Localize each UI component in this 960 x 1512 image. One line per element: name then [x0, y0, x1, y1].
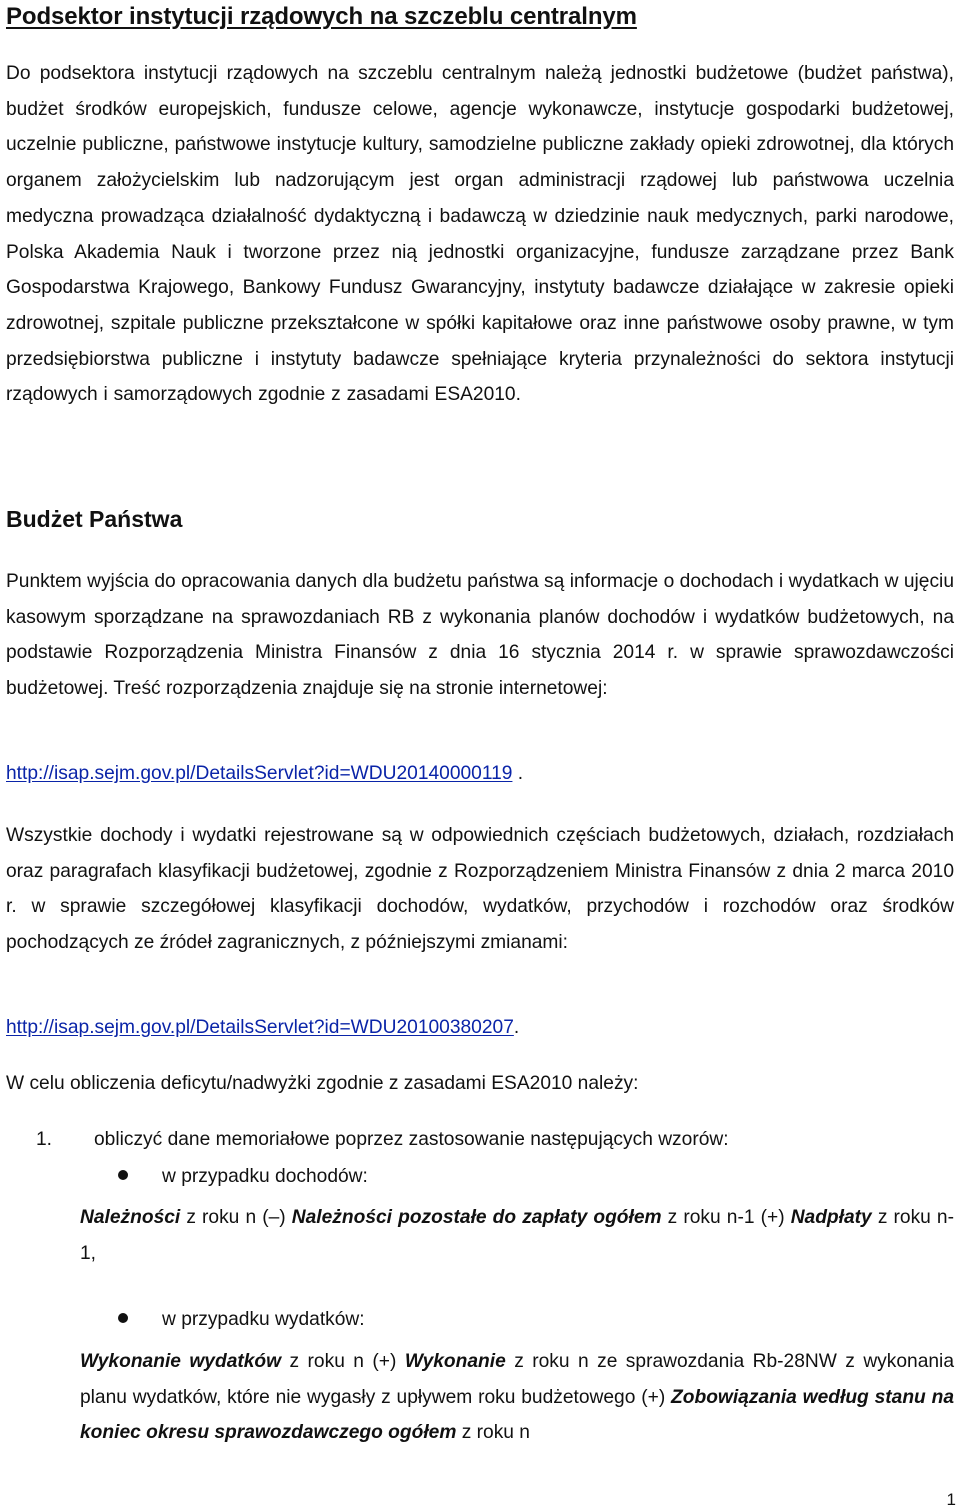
formula-term: Należności pozostałe do zapłaty ogółem	[291, 1207, 662, 1228]
formula-text: z roku n-1,	[80, 1207, 954, 1264]
bullet-icon	[118, 1313, 128, 1323]
budget-paragraph: Punktem wyjścia do opracowania danych dla budżetu państwa są informacje o dochodach i wydatkach w ujęciu kasowym sporządzane na sprawozdaniach RB z wykonania planów dochodów i wydatków budżetowych, na podstawie Rozporządzenia Ministra Finansów z dnia 16 stycznia 2014 r. w sprawie sprawozdawczości budżetowej. Treść rozporządzenia znajduje się na stronie internetowej:	[6, 571, 954, 700]
formula-term: Nadpłaty	[790, 1207, 872, 1228]
bullet-income	[118, 1166, 368, 1188]
section-heading: Budżet Państwa	[6, 506, 183, 532]
formula-text: z roku n-1 (+)	[661, 1207, 791, 1228]
bullet-expenses	[118, 1309, 365, 1331]
formula-term: Wykonanie	[404, 1351, 506, 1372]
deficit-intro: W celu obliczenia deficytu/nadwyżki zgodnie z zasadami ESA2010 należy:	[6, 1073, 639, 1094]
list-item-text: obliczyć dane memoriałowe poprzez zastosowanie następujących wzorów:	[94, 1129, 729, 1150]
intro-paragraph: Do podsektora instytucji rządowych na szczeblu centralnym należą jednostki budżetowe (budżet państwa), budżet środków europejskich, fundusze celowe, agencje wykonawcze, instytucje gospodarki budżetowej, uczelnie publiczne, państwowe instytucje kultury, samodzielne publiczne zakłady opieki zdrowotnej, dla których organem założycielskim lub nadzorującym jest organ administracji rządowej lub państwowa uczelnia medyczna prowadząca działalność dydaktyczną i badawczą w dziedzinie nauk medycznych, parki narodowe, Polska Akademia Nauk i tworzone przez nią jednostki organizacyjne, fundusze zarządzane przez Bank Gospodarstwa Krajowego, Bankowy Fundusz Gwarancyjny, instytuty badawcze działające w zakresie opieki zdrowotnej, szpitale publiczne przekształcone w spółki kapitałowe oraz inne państwowe osoby prawne, w tym przedsiębiorstwa publiczne i instytuty badawcze spełniające kryteria przynależności do sektora instytucji rządowych i samorządowych zgodnie z zasadami ESA2010.	[6, 63, 954, 406]
income-formula	[80, 1200, 954, 1271]
formula-term: Należności	[80, 1207, 181, 1228]
regulation-link-2010[interactable]: http://isap.sejm.gov.pl/DetailsServlet?id=WDU20100380207	[6, 1017, 514, 1038]
link-line-1	[6, 763, 523, 785]
regulation-link-2014[interactable]: http://isap.sejm.gov.pl/DetailsServlet?id=WDU20140000119	[6, 763, 513, 784]
formula-text: z roku n ze sprawozdania Rb-28NW z wykonania planu wydatków, które nie wygasły z upływem roku budżetowego (+)	[80, 1351, 954, 1408]
formula-term: Wykonanie wydatków	[80, 1351, 282, 1372]
formula-text: z roku n	[456, 1422, 530, 1444]
bullet-icon	[118, 1170, 128, 1180]
formula-text: z roku n (+)	[281, 1351, 405, 1372]
list-number: 1.	[36, 1129, 53, 1150]
page-title: Podsektor instytucji rządowych na szczeblu centralnym	[6, 3, 637, 30]
page-number: 1	[946, 1490, 956, 1509]
classification-paragraph: Wszystkie dochody i wydatki rejestrowane są w odpowiednich częściach budżetowych, działach, rozdziałach oraz paragrafach klasyfikacji budżetowej, zgodnie z Rozporządzeniem Ministra Finansów z dnia 2 marca 2010 r. w sprawie szczegółowej klasyfikacji dochodów, wydatków, przychodów i rozchodów oraz środków pochodzących ze źródeł zagranicznych, z późniejszymi zmianami:	[6, 825, 954, 954]
formula-text: z roku n (–)	[180, 1207, 292, 1228]
bullet-income-text: w przypadku dochodów:	[162, 1166, 368, 1187]
expenses-formula	[80, 1344, 954, 1451]
link-line-2	[6, 1017, 519, 1039]
link-1-suffix: .	[512, 763, 524, 784]
numbered-list-item	[36, 1129, 729, 1151]
link-2-suffix: .	[513, 1017, 520, 1038]
formula-term: Zobowiązania według stanu na koniec okresu sprawozdawczego ogółem	[80, 1386, 954, 1444]
bullet-expenses-text: w przypadku wydatków:	[162, 1309, 365, 1330]
